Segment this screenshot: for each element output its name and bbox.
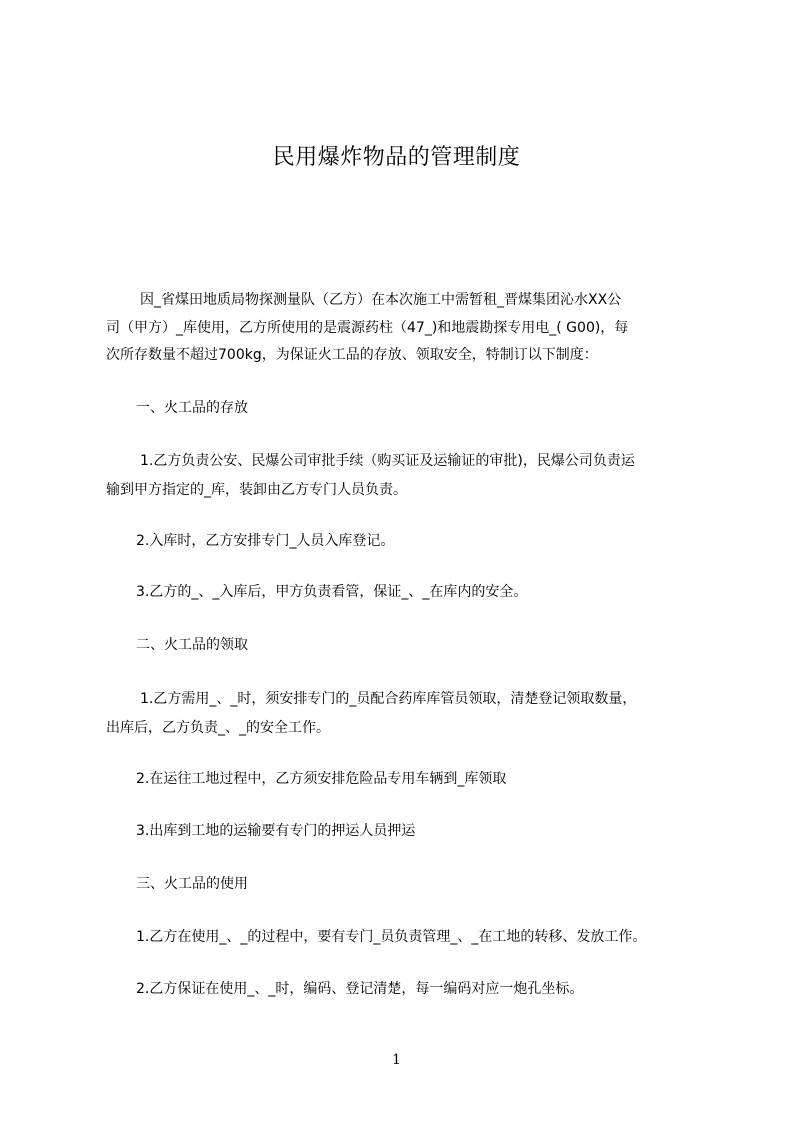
- intro-line-1: 因_省煤田地质局物探测量队（乙方）在本次施工中需暂租_晋煤集团沁水XX公: [140, 292, 622, 308]
- page-number: 1: [392, 1052, 401, 1068]
- intro-line-2: 司（甲方）_库使用，乙方所使用的是震源药柱（47_)和地震勘探专用电_( G00)，每: [106, 320, 629, 336]
- storage-item-2: 2.入库时，乙方安排专门_人员入库登记。: [136, 533, 395, 549]
- section-heading-usage: 三、火工品的使用: [136, 876, 248, 892]
- storage-item-3: 3.乙方的_、_入库后，甲方负责看管，保证_、_在库内的安全。: [136, 584, 528, 600]
- section-heading-storage: 一、火工品的存放: [136, 400, 248, 416]
- collection-item-1-line-1: 1.乙方需用_、_时，须安排专门的_员配合药库库管员领取，清楚登记领取数量，: [140, 691, 637, 707]
- storage-item-1-line-1: 1.乙方负责公安、民爆公司审批手续（购买证及运输证的审批)，民爆公司负责运: [140, 453, 635, 469]
- collection-item-3: 3.出库到工地的运输要有专门的押运人员押运: [136, 823, 416, 839]
- collection-item-2: 2.在运往工地过程中，乙方须安排危险品专用车辆到_库领取: [136, 771, 507, 787]
- intro-line-3: 次所存数量不超过700kg，为保证火工品的存放、领取安全，特制订以下制度：: [106, 347, 598, 363]
- section-heading-collection: 二、火工品的领取: [136, 637, 248, 653]
- storage-item-1-line-2: 输到甲方指定的_库，装卸由乙方专门人员负责。: [106, 482, 407, 498]
- collection-item-1-line-2: 出库后，乙方负责_、_的安全工作。: [106, 720, 330, 736]
- usage-item-1: 1.乙方在使用_、_的过程中，要有专门_员负责管理_、_在工地的转移、发放工作。: [136, 929, 647, 945]
- document-title: 民用爆炸物品的管理制度: [272, 145, 521, 170]
- usage-item-2: 2.乙方保证在使用_、_时，编码、登记清楚，每一编码对应一炮孔坐标。: [136, 981, 584, 997]
